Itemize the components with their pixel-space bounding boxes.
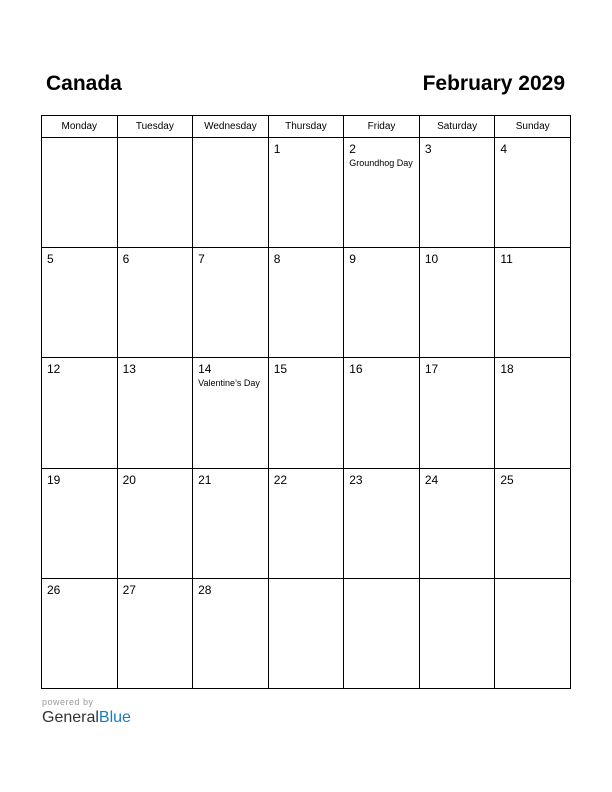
day-number: 18 (500, 362, 514, 377)
day-cell (495, 248, 571, 358)
day-cell (495, 468, 571, 578)
day-number: 15 (273, 362, 288, 377)
week-row (42, 138, 571, 248)
day-number: 3 (424, 142, 432, 156)
day-number: 24 (424, 472, 439, 487)
day-cell (419, 138, 495, 248)
weekday-header-row (42, 116, 571, 138)
day-cell (42, 138, 118, 248)
weekday-header: Tuesday (117, 116, 193, 138)
day-cell (268, 468, 344, 578)
week-row (42, 358, 571, 468)
day-cell (117, 248, 193, 358)
day-number: 25 (500, 472, 514, 487)
brand-name-part2: Blue (98, 709, 131, 726)
holiday-label: Groundhog Day (349, 158, 413, 168)
day-number: 21 (198, 472, 212, 487)
day-number: 12 (47, 362, 61, 377)
day-cell (419, 578, 495, 688)
day-number: 23 (349, 472, 363, 487)
day-cell (344, 358, 420, 468)
day-number: 4 (500, 142, 508, 156)
week-row (42, 468, 571, 578)
day-cell (42, 578, 118, 688)
generalblue-logo[interactable] (42, 708, 131, 728)
day-cell (42, 358, 118, 468)
day-cell (419, 468, 495, 578)
day-number: 13 (122, 362, 136, 377)
weekday-header: Friday (344, 116, 420, 138)
day-cell (193, 248, 269, 358)
day-cell (193, 358, 269, 468)
weekday-header: Sunday (495, 116, 571, 138)
day-cell (268, 358, 344, 468)
week-row (42, 248, 571, 358)
calendar-grid (41, 115, 571, 689)
weekday-header: Thursday (268, 116, 344, 138)
day-cell (268, 578, 344, 688)
day-number: 22 (273, 472, 288, 487)
day-number: 8 (273, 252, 281, 267)
day-number: 2 (349, 142, 356, 156)
day-cell (193, 468, 269, 578)
day-cell (495, 138, 571, 248)
day-cell (193, 578, 269, 688)
day-cell (268, 248, 344, 358)
day-number: 5 (47, 252, 54, 267)
day-number: 11 (500, 252, 513, 267)
weekday-header: Wednesday (193, 116, 269, 138)
weekday-header: Saturday (419, 116, 495, 138)
day-number: 7 (198, 252, 205, 267)
day-number: 27 (122, 582, 136, 597)
day-cell (117, 358, 193, 468)
week-row (42, 578, 571, 688)
day-cell (344, 468, 420, 578)
day-cell (495, 358, 571, 468)
day-number: 16 (349, 362, 363, 377)
day-number: 10 (424, 252, 439, 267)
day-number: 9 (349, 252, 356, 267)
day-cell (344, 578, 420, 688)
calendar-country-title: Canada (46, 72, 122, 95)
day-number: 19 (47, 472, 61, 487)
day-number: 17 (424, 362, 439, 377)
day-cell (42, 468, 118, 578)
brand-name-part1: General (42, 709, 99, 726)
day-number: 14 (198, 362, 212, 377)
day-number: 26 (47, 582, 61, 597)
day-cell (419, 248, 495, 358)
day-cell (268, 138, 344, 248)
day-cell (495, 578, 571, 688)
day-number: 28 (198, 582, 212, 597)
holiday-label: Valentine’s Day (198, 378, 260, 389)
day-cell (344, 248, 420, 358)
day-number: 20 (122, 472, 136, 487)
day-cell (117, 578, 193, 688)
footer-branding (42, 697, 131, 728)
day-cell (117, 468, 193, 578)
day-cell (117, 138, 193, 248)
day-cell (42, 248, 118, 358)
weekday-header: Monday (42, 116, 118, 138)
day-cell (419, 358, 495, 468)
day-cell (193, 138, 269, 248)
powered-by-label: powered by (42, 697, 94, 707)
calendar-month-title: February 2029 (422, 72, 565, 95)
day-cell (344, 138, 420, 248)
day-number: 6 (122, 252, 130, 267)
day-number: 1 (273, 142, 281, 156)
